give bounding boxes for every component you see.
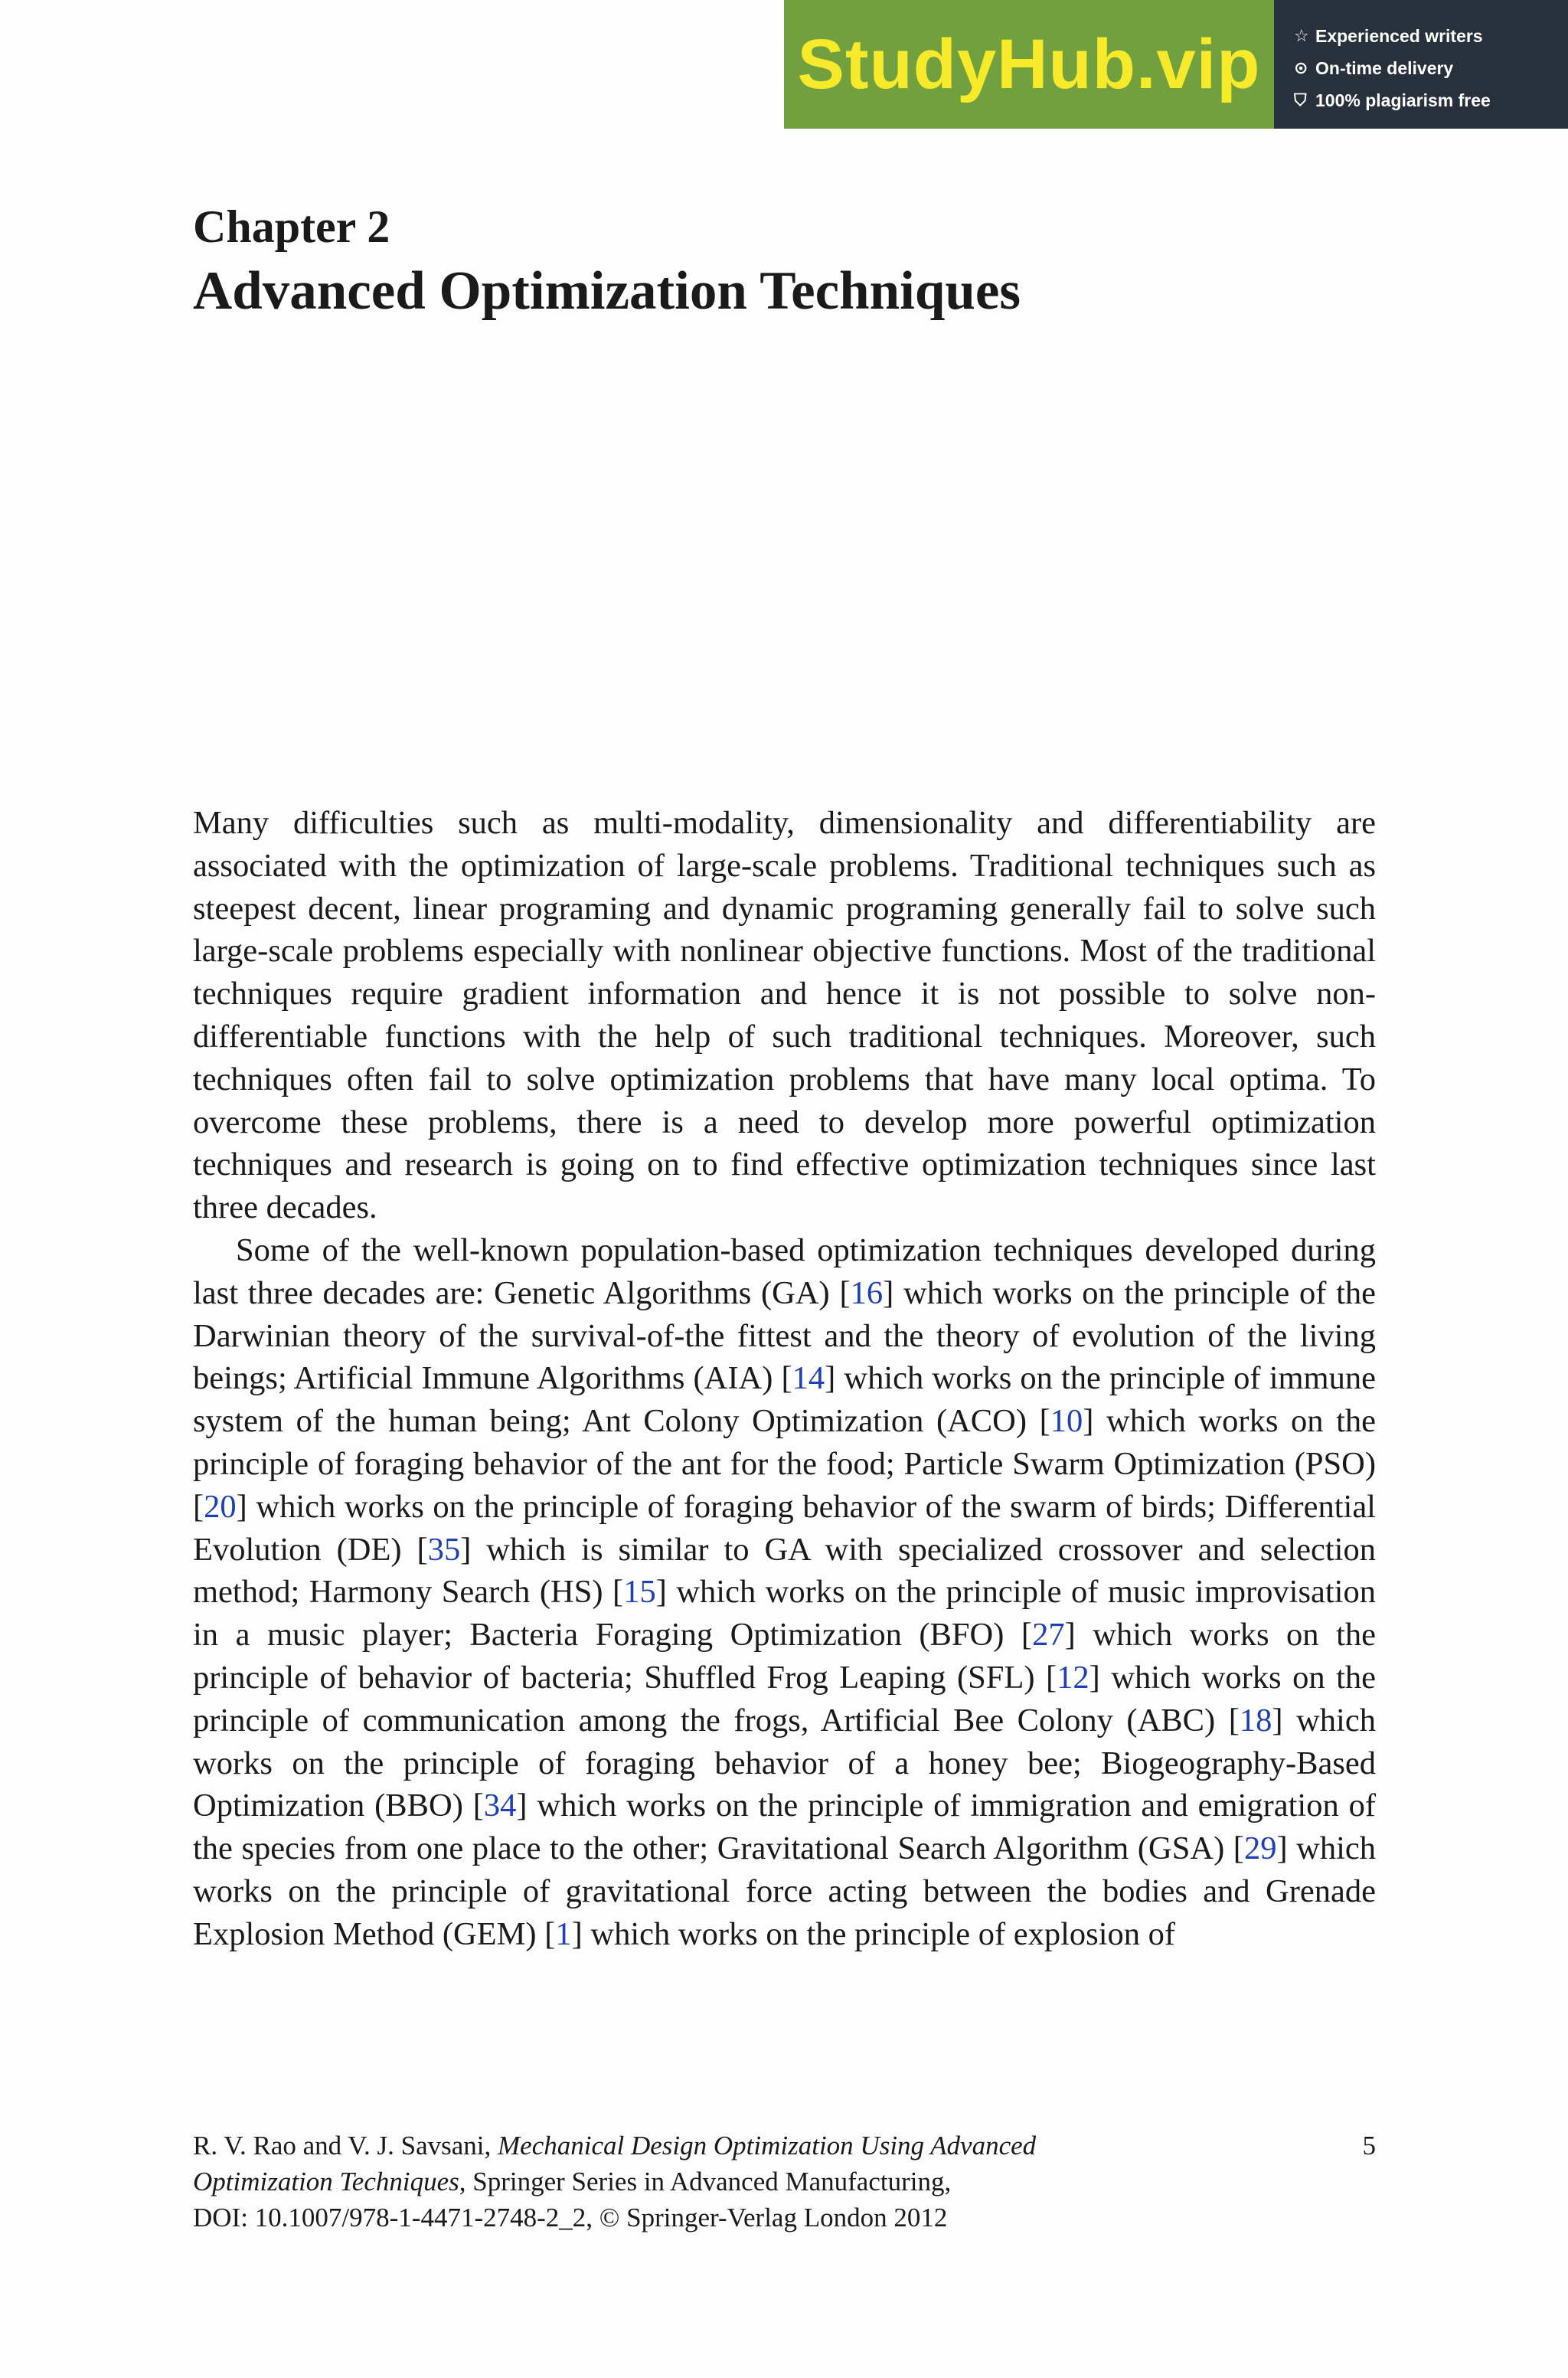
citation-link[interactable]: 1 <box>555 1915 572 1952</box>
feature-label: On-time delivery <box>1315 57 1454 78</box>
footer-series: , Springer Series in Advanced Manufacturing, <box>459 2167 952 2196</box>
feature-plagiarism-free <box>1294 84 1568 116</box>
paragraph-1: Many difficulties such as multi-modality, dimensionality and differentiability are associated with the optimization of large-scale problems. Traditional techniques such as steepest decent, linear programing and dynamic programing generally fail to solve such large-scale problems especially with nonlinear objective functions. Most of the traditional techniques require gradient information and hence it is not possible to solve non-differentiable functions with the help of such traditional techniques. Moreover, such techniques often fail to solve optimization problems that have many local optima. To overcome these problems, there is a need to develop more powerful optimization techniques and research is going on to find effective optimization techniques since last three decades. <box>193 805 1376 1226</box>
footer-book-title-cont: Optimization Techniques <box>193 2167 459 2196</box>
text-span: ] which is similar to GA with specialized crossover and selection method; Harmony Search (HS) [ <box>193 1531 1376 1611</box>
citation-link[interactable]: 10 <box>1050 1403 1083 1440</box>
footer-book-title: Mechanical Design Optimization Using Advanced <box>498 2131 1037 2160</box>
studyhub-banner[interactable] <box>784 0 1568 129</box>
text-span: ] which works on the principle of communication among the frogs, Artificial Bee Colony (ABC) [ <box>193 1659 1376 1739</box>
page-footer <box>193 2128 1376 2236</box>
citation-link[interactable]: 29 <box>1243 1830 1277 1867</box>
citation-link[interactable]: 14 <box>792 1360 825 1397</box>
text-span: ] which works on the principle of behavior of bacteria; Shuffled Frog Leaping (SFL) [ <box>193 1617 1376 1696</box>
feature-on-time-delivery <box>1294 52 1568 84</box>
feature-label: Experienced writers <box>1315 25 1483 46</box>
text-span: Some of the well-known population-based optimization techniques developed during last three decades are: Genetic Algorithms (GA) [ <box>193 1232 1376 1311</box>
text-span: ] which works on the principle of explosion of <box>571 1915 1176 1952</box>
citation-link[interactable]: 16 <box>850 1274 884 1311</box>
footer-doi: DOI: 10.1007/978-1-4471-2748-2_2, © Springer-Verlag London 2012 <box>193 2203 948 2232</box>
page-number: 5 <box>1362 2131 1376 2160</box>
chapter-label: Chapter 2 <box>193 201 390 252</box>
text-span: ] which works on the principle of foraging behavior of the ant for the food; Particle Swarm Optimization (PSO) [ <box>193 1403 1376 1525</box>
citation-link[interactable]: 20 <box>204 1488 237 1525</box>
shield-check-icon: ⛉ <box>1294 90 1307 110</box>
star-icon: ☆ <box>1294 26 1309 45</box>
text-span: ] which works on the principle of foraging behavior of the swarm of birds; Differential Evolution (DE) [ <box>193 1488 1376 1568</box>
banner-features <box>1274 0 1568 129</box>
citation-link[interactable]: 15 <box>623 1574 656 1611</box>
citation-link[interactable]: 35 <box>427 1531 461 1568</box>
paragraph-2 <box>193 1229 1376 1956</box>
text-span: ] which works on the principle of music improvisation in a music player; Bacteria Foraging Optimization (BFO) [ <box>193 1574 1376 1653</box>
text-span: ] which works on the principle of foraging behavior of a honey bee; Biogeography-Based Optimization (BBO) [ <box>193 1702 1376 1824</box>
citation-link[interactable]: 27 <box>1032 1617 1065 1653</box>
feature-experienced-writers <box>1294 20 1568 52</box>
citation-footer <box>193 2128 1265 2236</box>
studyhub-logo: StudyHub.vip <box>784 0 1274 129</box>
feature-label: 100% plagiarism free <box>1315 90 1491 110</box>
footer-authors: R. V. Rao and V. J. Savsani, <box>193 2131 498 2160</box>
chapter-title: Advanced Optimization Techniques <box>193 261 1021 321</box>
citation-link[interactable]: 12 <box>1057 1659 1089 1696</box>
citation-link[interactable]: 34 <box>483 1788 517 1824</box>
text-span: ] which works on the principle of immune system of the human being; Ant Colony Optimization (ACO) [ <box>193 1360 1376 1440</box>
clock-icon: ⊙ <box>1294 58 1308 77</box>
text-span: ] which works on the principle of the Darwinian theory of the survival-of-the fittest and the theory of evolution of the living beings; Artificial Immune Algorithms (AIA) [ <box>193 1274 1377 1397</box>
text-span: ] which works on the principle of immigration and emigration of the species from one place to the other; Gravitational Search Algorithm (GSA) [ <box>193 1788 1376 1867</box>
text-span: ] which works on the principle of gravitational force acting between the bodies and Grenade Explosion Method (GEM) [ <box>193 1830 1376 1952</box>
citation-link[interactable]: 18 <box>1239 1702 1272 1739</box>
body-text <box>193 802 1376 1956</box>
